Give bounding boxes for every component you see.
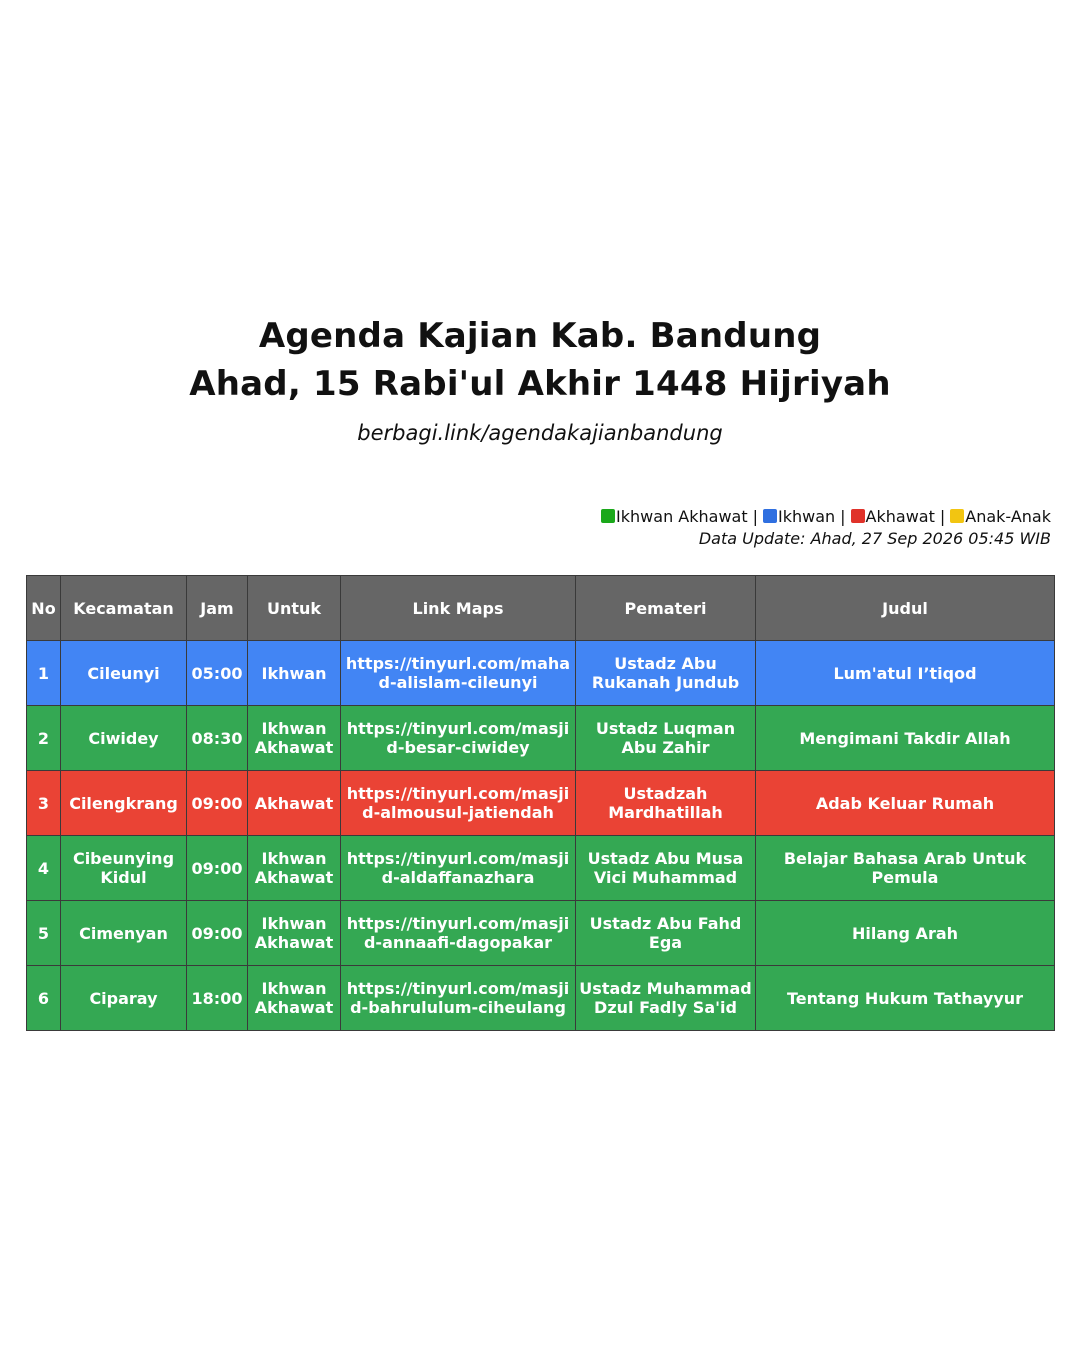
red-square-icon <box>851 509 865 523</box>
cell-kecamatan: Cileunyi <box>61 641 187 706</box>
column-header-judul: Judul <box>756 576 1055 641</box>
cell-judul: Tentang Hukum Tathayyur <box>756 966 1055 1031</box>
table-header-row <box>27 576 1055 641</box>
cell-no: 2 <box>27 706 61 771</box>
cell-link-maps[interactable]: https://tinyurl.com/masjid-aldaffanazhara <box>341 836 576 901</box>
cell-judul: Hilang Arah <box>756 901 1055 966</box>
cell-jam: 08:30 <box>187 706 248 771</box>
cell-kecamatan: Ciparay <box>61 966 187 1031</box>
cell-no: 5 <box>27 901 61 966</box>
legend <box>601 506 1051 550</box>
cell-judul: Adab Keluar Rumah <box>756 771 1055 836</box>
green-square-icon <box>601 509 615 523</box>
cell-kecamatan: Cilengkrang <box>61 771 187 836</box>
cell-pemateri: Ustadz Muhammad Dzul Fadly Sa'id <box>576 966 756 1031</box>
column-header-no: No <box>27 576 61 641</box>
legend-item-akhawat <box>851 506 935 528</box>
cell-judul: Mengimani Takdir Allah <box>756 706 1055 771</box>
legend-item-ikhwan-akhawat <box>601 506 748 528</box>
agenda-table <box>26 575 1055 1031</box>
legend-label: Ikhwan Akhawat <box>616 507 748 526</box>
cell-pemateri: Ustadz Abu Fahd Ega <box>576 901 756 966</box>
page-title: Agenda Kajian Kab. Bandung <box>258 316 822 356</box>
cell-no: 1 <box>27 641 61 706</box>
table-row <box>27 901 1055 966</box>
legend-row <box>601 506 1051 528</box>
cell-judul: Belajar Bahasa Arab Untuk Pemula <box>756 836 1055 901</box>
column-header-kecamatan: Kecamatan <box>61 576 187 641</box>
cell-untuk: Akhawat <box>248 771 341 836</box>
cell-no: 4 <box>27 836 61 901</box>
legend-separator: | <box>752 507 758 526</box>
cell-pemateri: Ustadz Abu Rukanah Jundub <box>576 641 756 706</box>
cell-jam: 09:00 <box>187 901 248 966</box>
page-date-subtitle: Ahad, 15 Rabi'ul Akhir 1448 Hijriyah <box>189 364 891 404</box>
cell-link-maps[interactable]: https://tinyurl.com/masjid-besar-ciwidey <box>341 706 576 771</box>
legend-item-ikhwan <box>763 506 835 528</box>
table-row <box>27 706 1055 771</box>
column-header-link-maps: Link Maps <box>341 576 576 641</box>
column-header-untuk: Untuk <box>248 576 341 641</box>
cell-untuk: Ikhwan Akhawat <box>248 836 341 901</box>
legend-separator: | <box>840 507 846 526</box>
cell-pemateri: Ustadz Abu Musa Vici Muhammad <box>576 836 756 901</box>
legend-separator: | <box>939 507 946 526</box>
cell-kecamatan: Cibeunying Kidul <box>61 836 187 901</box>
cell-link-maps[interactable]: https://tinyurl.com/mahad-alislam-cileunyi <box>341 641 576 706</box>
cell-untuk: Ikhwan Akhawat <box>248 706 341 771</box>
table-row <box>27 966 1055 1031</box>
cell-no: 3 <box>27 771 61 836</box>
blue-square-icon <box>763 509 777 523</box>
page-header <box>0 312 1080 448</box>
table-row <box>27 836 1055 901</box>
cell-untuk: Ikhwan <box>248 641 341 706</box>
cell-no: 6 <box>27 966 61 1031</box>
cell-link-maps[interactable]: https://tinyurl.com/masjid-almousul-jatiendah <box>341 771 576 836</box>
cell-jam: 05:00 <box>187 641 248 706</box>
cell-link-maps[interactable]: https://tinyurl.com/masjid-annaafi-dagopakar <box>341 901 576 966</box>
legend-label: Akhawat <box>865 507 935 526</box>
table-row <box>27 771 1055 836</box>
cell-untuk: Ikhwan Akhawat <box>248 901 341 966</box>
yellow-square-icon <box>950 509 964 523</box>
cell-link-maps[interactable]: https://tinyurl.com/masjid-bahrululum-ciheulang <box>341 966 576 1031</box>
cell-kecamatan: Cimenyan <box>61 901 187 966</box>
column-header-pemateri: Pemateri <box>576 576 756 641</box>
column-header-jam: Jam <box>187 576 248 641</box>
cell-jam: 09:00 <box>187 771 248 836</box>
data-update-timestamp: Data Update: Ahad, 27 Sep 2026 05:45 WIB <box>698 529 1051 548</box>
legend-item-anak-anak <box>950 506 1051 528</box>
cell-judul: Lum'atul I’tiqod <box>756 641 1055 706</box>
source-link[interactable]: berbagi.link/agendakajianbandung <box>357 421 723 445</box>
table-row <box>27 641 1055 706</box>
cell-pemateri: Ustadz Luqman Abu Zahir <box>576 706 756 771</box>
legend-label: Ikhwan <box>778 507 836 526</box>
cell-kecamatan: Ciwidey <box>61 706 187 771</box>
legend-label: Anak-Anak <box>965 507 1051 526</box>
cell-pemateri: Ustadzah Mardhatillah <box>576 771 756 836</box>
cell-untuk: Ikhwan Akhawat <box>248 966 341 1031</box>
cell-jam: 09:00 <box>187 836 248 901</box>
cell-jam: 18:00 <box>187 966 248 1031</box>
